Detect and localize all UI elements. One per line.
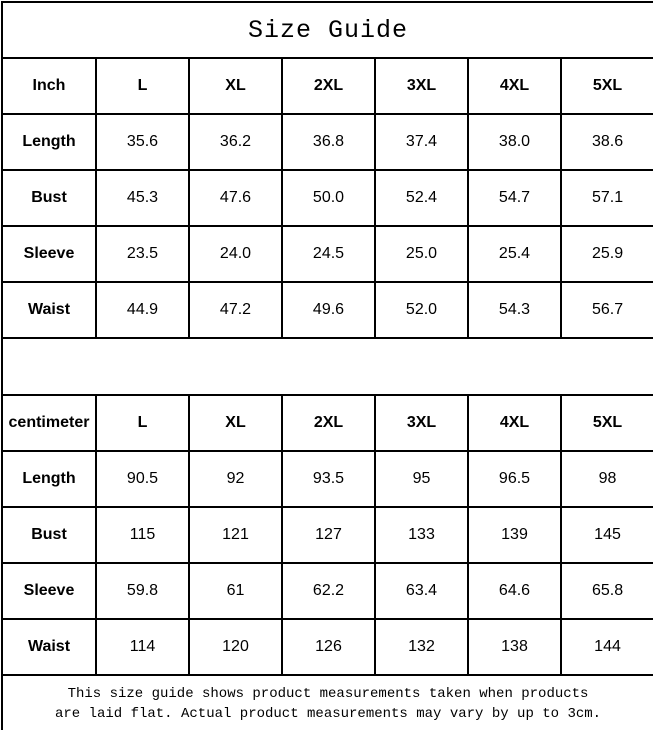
cell-value: 57.1 [561, 170, 653, 226]
table-row-inch-bust [2, 170, 653, 226]
row-label: Sleeve [2, 563, 96, 619]
cell-value: 133 [375, 507, 468, 563]
cell-value: 90.5 [96, 451, 189, 507]
size-guide-table [1, 1, 653, 730]
cell-value: 63.4 [375, 563, 468, 619]
spacer-cell [2, 338, 653, 395]
cell-value: 96.5 [468, 451, 561, 507]
cell-value: 59.8 [96, 563, 189, 619]
cell-value: 44.9 [96, 282, 189, 338]
cell-value: 95 [375, 451, 468, 507]
size-header-l: L [96, 58, 189, 114]
table-row-inch-waist [2, 282, 653, 338]
cell-value: 52.0 [375, 282, 468, 338]
cell-value: 50.0 [282, 170, 375, 226]
size-header-xl: XL [189, 58, 282, 114]
cell-value: 120 [189, 619, 282, 675]
footer-note-line1: This size guide shows product measurements taken when products [67, 685, 589, 702]
cell-value: 25.4 [468, 226, 561, 282]
cell-value: 64.6 [468, 563, 561, 619]
cell-value: 138 [468, 619, 561, 675]
cell-value: 35.6 [96, 114, 189, 170]
cell-value: 114 [96, 619, 189, 675]
inch-unit-header: Inch [2, 58, 96, 114]
size-header-4xl: 4XL [468, 395, 561, 451]
size-header-2xl: 2XL [282, 395, 375, 451]
table-row-cm-length [2, 451, 653, 507]
cell-value: 115 [96, 507, 189, 563]
table-row-inch-length [2, 114, 653, 170]
title-row [2, 2, 653, 58]
cm-header-row [2, 395, 653, 451]
cell-value: 38.0 [468, 114, 561, 170]
cell-value: 65.8 [561, 563, 653, 619]
row-label: Bust [2, 507, 96, 563]
cell-value: 127 [282, 507, 375, 563]
size-header-xl: XL [189, 395, 282, 451]
cell-value: 54.7 [468, 170, 561, 226]
cell-value: 45.3 [96, 170, 189, 226]
footer-note-line2: are laid flat. Actual product measurements may vary by up to 3cm. [54, 705, 602, 722]
cell-value: 121 [189, 507, 282, 563]
cell-value: 37.4 [375, 114, 468, 170]
cell-value: 25.9 [561, 226, 653, 282]
page-title: Size Guide [2, 2, 653, 58]
size-header-3xl: 3XL [375, 395, 468, 451]
cell-value: 139 [468, 507, 561, 563]
row-label: Length [2, 451, 96, 507]
cell-value: 145 [561, 507, 653, 563]
footer-note [2, 675, 653, 730]
cell-value: 24.5 [282, 226, 375, 282]
cell-value: 23.5 [96, 226, 189, 282]
cell-value: 36.8 [282, 114, 375, 170]
size-header-l: L [96, 395, 189, 451]
size-header-2xl: 2XL [282, 58, 375, 114]
cell-value: 49.6 [282, 282, 375, 338]
cell-value: 36.2 [189, 114, 282, 170]
table-row-inch-sleeve [2, 226, 653, 282]
cell-value: 47.6 [189, 170, 282, 226]
cell-value: 47.2 [189, 282, 282, 338]
cm-unit-header: centimeter [2, 395, 96, 451]
cell-value: 93.5 [282, 451, 375, 507]
cell-value: 92 [189, 451, 282, 507]
size-header-5xl: 5XL [561, 395, 653, 451]
table-row-cm-waist [2, 619, 653, 675]
footer-row [2, 675, 653, 730]
cell-value: 54.3 [468, 282, 561, 338]
size-header-4xl: 4XL [468, 58, 561, 114]
row-label: Length [2, 114, 96, 170]
row-label: Sleeve [2, 226, 96, 282]
cell-value: 98 [561, 451, 653, 507]
table-row-cm-sleeve [2, 563, 653, 619]
size-header-5xl: 5XL [561, 58, 653, 114]
spacer-row [2, 338, 653, 395]
cell-value: 25.0 [375, 226, 468, 282]
cell-value: 56.7 [561, 282, 653, 338]
cell-value: 126 [282, 619, 375, 675]
cell-value: 52.4 [375, 170, 468, 226]
row-label: Waist [2, 282, 96, 338]
size-header-3xl: 3XL [375, 58, 468, 114]
cell-value: 38.6 [561, 114, 653, 170]
cell-value: 144 [561, 619, 653, 675]
cell-value: 24.0 [189, 226, 282, 282]
cell-value: 61 [189, 563, 282, 619]
cell-value: 62.2 [282, 563, 375, 619]
row-label: Waist [2, 619, 96, 675]
table-row-cm-bust [2, 507, 653, 563]
row-label: Bust [2, 170, 96, 226]
inch-header-row [2, 58, 653, 114]
cell-value: 132 [375, 619, 468, 675]
